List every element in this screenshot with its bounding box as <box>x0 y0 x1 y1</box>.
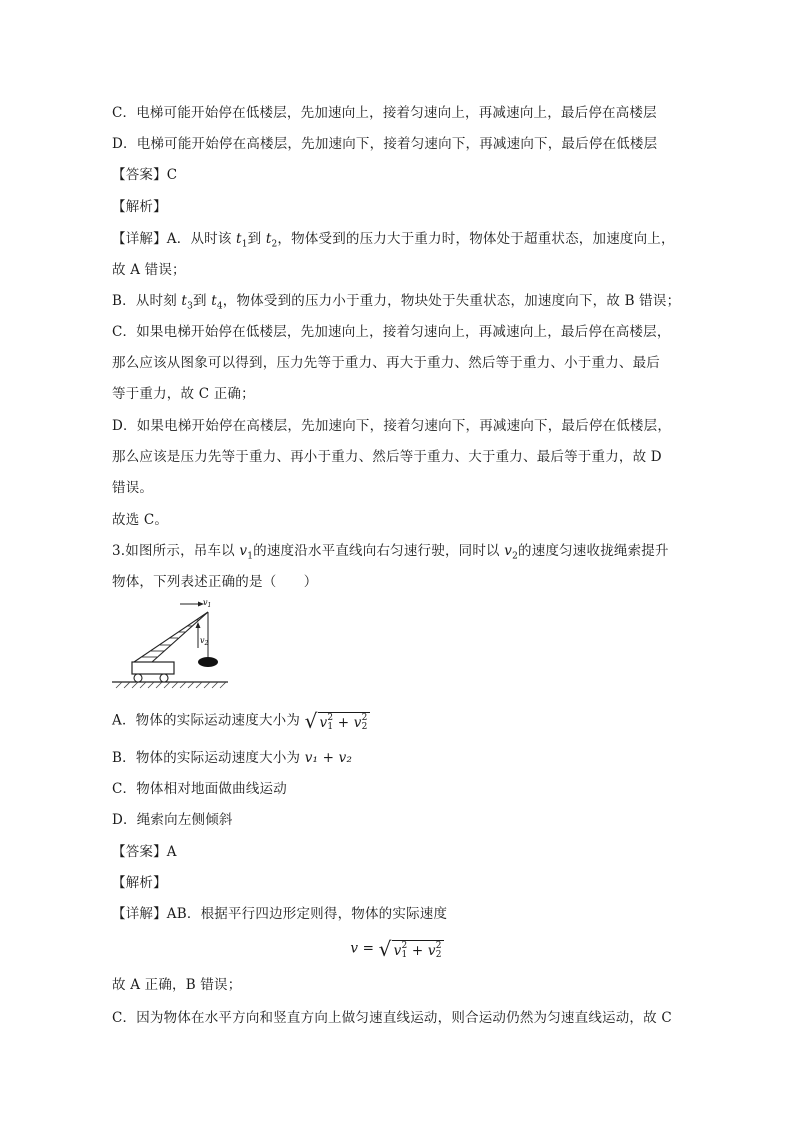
truck-wheel-rear <box>134 674 142 682</box>
choose-c: 故选 C。 <box>112 512 169 528</box>
detail-d-line2: 那么应该是压力先等于重力、再小于重力、然后等于重力、大于重力、最后等于重力，故 D <box>112 449 662 465</box>
v1-label: $v_1$ <box>203 600 212 609</box>
a-correct-b-wrong: 故 A 正确，B 错误； <box>112 977 242 993</box>
question-3-line2: 物体，下列表述正确的是（ ） <box>112 574 318 590</box>
detail-b-line: B．从时刻 $t_3$到 $t_4$，物体受到的压力小于重力，物块处于失重状态，加速度向下，故 B 错误； <box>112 293 681 312</box>
question-3-line1: 3.如图所示，吊车以 $v_1$的速度沿水平直线向右匀速行驶，同时以 $v_2$的速度匀速收拢绳索提升 <box>112 543 669 562</box>
v2-label: $v_2$ <box>200 636 209 647</box>
detail-c-line1: C．如果电梯开始停在低楼层，先加速向上，接着匀速向上，再减速向上，最后停在高楼层， <box>112 324 671 340</box>
detail-c-line2: 那么应该从图象可以得到，压力先等于重力、再大于重力、然后等于重力、小于重力、最后 <box>112 355 660 371</box>
ground-hatching <box>116 682 226 688</box>
option-c-elevator: C．电梯可能开始停在低楼层，先加速向上，接着匀速向上，再减速向上，最后停在高楼层 <box>112 105 657 121</box>
load-object <box>198 657 218 667</box>
option-a: A．物体的实际运动速度大小为 √ v 2 1 + v 2 2 <box>112 709 368 733</box>
sqrt-expression: √ v 2 1 + v 2 2 <box>304 709 368 733</box>
boom-lower <box>134 612 208 662</box>
detail-d-line3: 错误。 <box>112 480 154 496</box>
analysis-label: 【解析】 <box>112 199 167 215</box>
velocity-formula: v = √ v 2 1 + v 2 2 <box>350 937 442 961</box>
option-d-elevator: D．电梯可能开始停在高楼层，先加速向下，接着匀速向下，再减速向下，最后停在低楼层 <box>112 136 658 152</box>
detail-d-line1: D．如果电梯开始停在高楼层，先加速向下，接着匀速向下，再减速向下，最后停在低楼层， <box>112 418 672 434</box>
crane-figure <box>112 600 232 692</box>
truck-wheel-front <box>160 674 168 682</box>
truck-body <box>132 662 174 674</box>
detail-a-conclusion: 故 A 错误； <box>112 262 186 278</box>
detail-ab-line: 【详解】AB．根据平行四边形定则得，物体的实际速度 <box>112 906 448 922</box>
detail-c-line3: 等于重力，故 C 正确； <box>112 386 255 402</box>
analysis-label-2: 【解析】 <box>112 875 167 891</box>
option-c: C．物体相对地面做曲线运动 <box>112 781 287 797</box>
detail-c-final-line: C．因为物体在水平方向和竖直方向上做匀速直线运动，则合运动仍然为匀速直线运动，故 C <box>112 1010 672 1026</box>
detail-a-line: 【详解】A．从时该 $t_1$到 $t_2$，物体受到的压力大于重力时，物体处于超重状态，加速度向上， <box>112 231 675 250</box>
option-b: B．物体的实际运动速度大小为 v₁ + v₂ <box>112 750 353 766</box>
answer-label-2: 【答案】A <box>112 844 177 860</box>
option-d: D．绳索向左侧倾斜 <box>112 812 233 828</box>
answer-label: 【答案】C <box>112 167 178 183</box>
